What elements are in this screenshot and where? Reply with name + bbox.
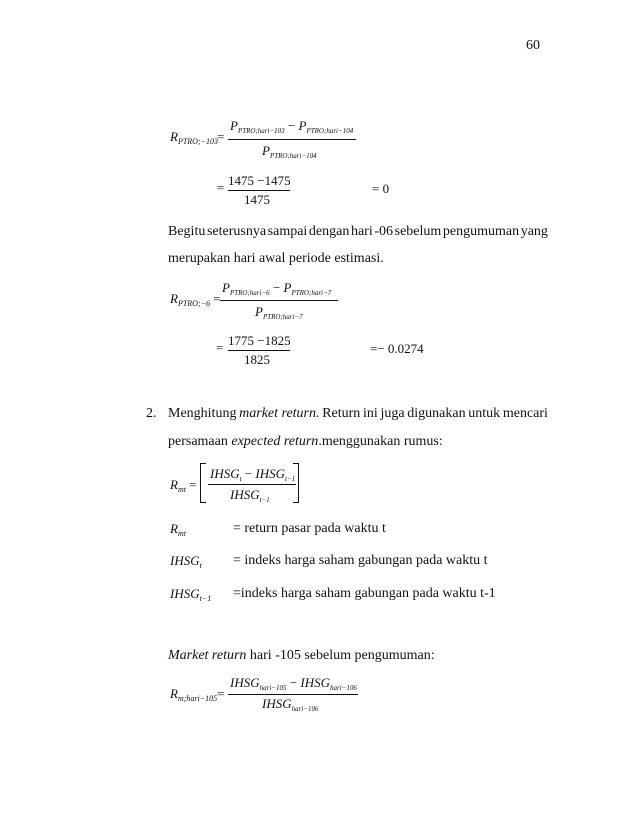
paragraph-line [168, 224, 548, 240]
eq3-equals: = [213, 291, 221, 306]
word: Return [322, 406, 361, 421]
definition-symbol: $IHSG_t$ [170, 553, 202, 570]
eq6-denominator: $IHSG_{hari-106}$ [262, 696, 319, 713]
eq2-denominator: 1475 [244, 192, 270, 207]
word: ini [362, 406, 378, 421]
eq6-fraction-bar [228, 694, 358, 695]
eq4-fraction-bar [228, 350, 290, 351]
eq5-lhs: R [170, 477, 178, 492]
paragraph-line: persamaan expected return.menggunakan rumus: [168, 434, 443, 449]
word: untuk [468, 406, 501, 421]
eq3-lhs-subscript: PTRO;−6 [177, 299, 211, 308]
eq3-fraction-bar [220, 300, 338, 301]
eq1-equals: = [217, 129, 225, 144]
eq5-lhs-subscript: mt [177, 485, 186, 494]
definition-text: = return pasar pada waktu t [233, 521, 386, 536]
paragraph-line: Market return hari -105 sebelum pengumuman: [168, 648, 435, 663]
eq4-equals: = [216, 340, 224, 355]
eq3-numerator: $P_{PTRO;hari-6} - P_{PTRO;hari-7}$ [222, 280, 332, 297]
eq6-lhs-subscript: m;hari−105 [177, 694, 218, 703]
eq5-denominator: $IHSG_{t-1}$ [230, 487, 270, 504]
word: dengan [308, 224, 350, 239]
eq5-fraction-bar [208, 484, 296, 485]
eq1-lhs-subscript: PTRO;−103 [177, 137, 219, 146]
word: market return. [239, 406, 320, 421]
paragraph-line [168, 406, 548, 422]
eq1-numerator: $P_{PTRO;hari-103} - P_{PTRO;hari-104}$ [230, 118, 354, 135]
eq5-equals: = [189, 477, 197, 492]
eq4-result: =− 0.0274 [370, 341, 424, 356]
word: hari [350, 224, 373, 239]
eq1-denominator: $P_{PTRO;hari-104}$ [262, 143, 317, 160]
word: juga [380, 406, 405, 421]
paragraph-line: merupakan hari awal periode estimasi. [168, 251, 384, 266]
eq3-lhs: R [170, 291, 178, 306]
definition-symbol: $R_{mt}$ [170, 521, 186, 538]
eq2-fraction-bar [228, 190, 290, 191]
eq2-equals: = [217, 180, 225, 195]
eq4-denominator: 1825 [244, 352, 270, 367]
eq6-lhs: R [170, 686, 178, 701]
word: pengumuman [442, 224, 520, 239]
list-number: 2. [146, 406, 157, 421]
definition-symbol: $IHSG_{t-1}$ [170, 586, 212, 603]
eq3-denominator: $P_{PTRO;hari-7}$ [255, 304, 303, 321]
page-number: 60 [526, 38, 540, 53]
eq5-right-bracket [293, 463, 299, 503]
word: Begitu [168, 224, 206, 239]
eq5-numerator: $IHSG_t$ − $IHSG_{t-1}$ [210, 466, 296, 483]
eq6-numerator: $IHSG_{hari-105}$ − $IHSG_{hari-106}$ [230, 675, 357, 692]
word: mencari [502, 406, 548, 421]
word: Menghitung [168, 406, 237, 421]
eq5-left-bracket [200, 463, 206, 503]
eq2-numerator: 1475 −1475 [228, 173, 291, 188]
word: digunakan [407, 406, 466, 421]
word: yang [520, 224, 548, 239]
word: sampai [267, 224, 308, 239]
eq6-equals: = [217, 686, 225, 701]
word: -06 [374, 224, 394, 239]
word: seterusnya [206, 224, 267, 239]
eq1-fraction-bar [228, 139, 356, 140]
eq2-result: = 0 [372, 181, 390, 196]
word: sebelum [394, 224, 442, 239]
definition-text: =indeks harga saham gabungan pada waktu t-1 [233, 586, 496, 601]
eq1-lhs: R [170, 129, 178, 144]
eq4-numerator: 1775 −1825 [228, 333, 291, 348]
definition-text: = indeks harga saham gabungan pada waktu t [233, 553, 488, 568]
